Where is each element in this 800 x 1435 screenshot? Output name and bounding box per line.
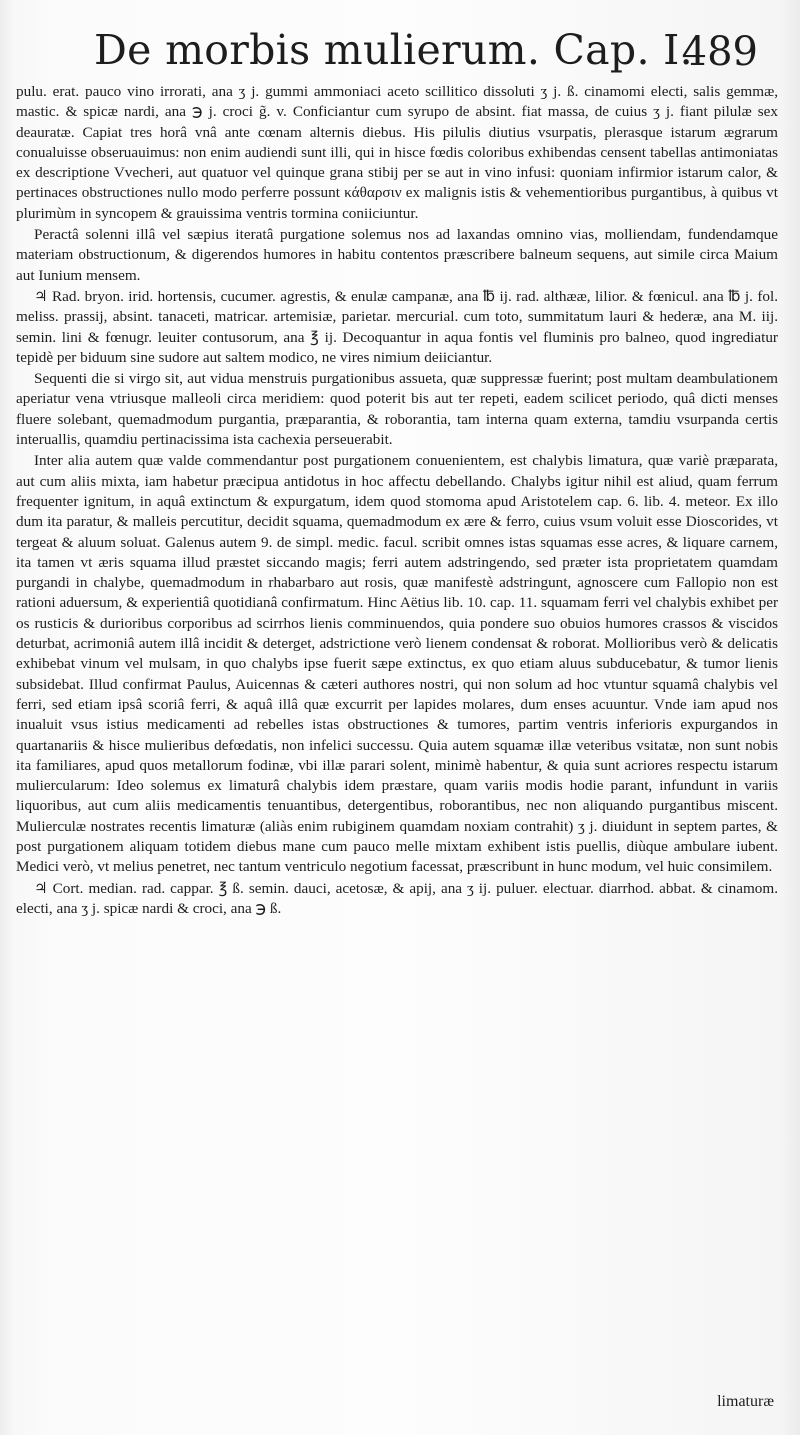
paragraph-bath-intro: Peractâ solenni illâ vel sæpius iteratâ purgatione solemus nos ad laxandas omnino vias, molliendam, fundendamque materiam obstructionum, & digerendos humores in habitu contentos præscribere balneum sequens, aut simile circa Maium aut Iunium mensem.: [16, 226, 778, 284]
paragraph-bloodletting: Sequenti die si virgo sit, aut vidua menstruis purgationibus assueta, quæ suppressæ fuerint; post multam deambulationem aperiatur vena vtriusque malleoli circa meridiem: quod poterit bis aut ter repeti, eadem scilicet periodo, quâ dicti menses fluere solebant, quemadmodum purgantia, præparantia, & roborantia, tam interna quam externa, tamdiu vsurpanda certis interuallis, quamdiu pertinacissima ista cachexia perseuerabit.: [16, 370, 778, 449]
paragraph-bath-recipe: ♃ Rad. bryon. irid. hortensis, cucumer. agrestis, & enulæ campanæ, ana ℔ ij. rad. althææ, lilior. & fœnicul. ana ℔ j. fol. meliss. prassij, absint. tanaceti, matricar. artemisiæ, parietar. mercurial. cum toto, summitatum lauri & hederæ, ana M. iij. semin. lini & fœnugr. leuiter contusorum, ana ℥ ij. Decoquantur in aqua fontis vel fluminis pro balneo, quod ingrediatur tepidè per biduum sine sudore aut saltem modico, ne vires nimium deiiciantur.: [16, 287, 778, 366]
running-title: De morbis mulierum. Cap. I.: [94, 26, 693, 74]
paragraph-chalybs: Inter alia autem quæ valde commendantur post purgationem conuenientem, est chalybis limatura, quæ variè præparata, aut cum aliis mixta, iam habetur præcipua antidotus in hoc affectu debellando. Chalybs igitur nihil est aliud, quam ferrum frequenter ignitum, in aquâ extinctum & expurgatum, idem quod stomoma apud Aristotelem cap. 6. lib. 4. meteor. Ex illo dum ita paratur, & malleis percutitur, decidit squama, quemadmodum ex ære & ferro, cuius vsum voluit esse Dioscorides, vt tergeat & aluum soluat. Galenus autem 9. de simpl. medic. facul. scribit omnes istas squamas esse acres, & liquare carnem, ita tamen vt æris squama illud præstet siccando magis; ferri autem adstringendo, sed præter ista proprietatem quamdam purgandi in chalybe, quemadmodum in rhabarbaro aut rosis, quæ manifestè adstringunt, agnoscere cum Fallopio non est rationi aduersum, & experientiâ quotidianâ confirmatum. Hinc Aëtius lib. 10. cap. 11. squamam ferri vel chalybis exhibet per os rusticis & durioribus corporibus ad scirrhos lienis comminuendos, quia pondere suo obuios humores crassos & viscidos deturbat, acrimoniâ autem illâ incidit & deterget, adstrictione verò lienem condensat & roborat. Mollioribus verò & delicatis exhibebat vinum vel mulsam, in quo chalybs ipse fuerit sæpe extinctus, ex quo etiam aluus subducebatur, & tumor lienis subsidebat. Illud confirmat Paulus, Auicennas & cæteri authores nostri, qui non solum ad hoc vtuntur squamâ chalybis vel ferri, sed etiam ipsâ scoriâ ferri, & aquâ illâ quæ excurrit per lapides molares, dum enses acuuntur. Vnde iam apud nos inualuit vsus istius medicamenti ad rebelles istas obstructiones & tumores, partim ventris inferioris expurgandos in quartanariis & hisce mulieribus defœdatis, non infelici successu. Quia autem squamæ illæ veteribus vsitatæ, non sunt nobis ita familiares, apud quos metallorum fodinæ, vbi illæ parari solent, minimè habentur, & quia sunt acriores respectu istarum muliercularum: Ideo solemus ex limaturâ chalybis idem præstare, quam variis modis hodie parant, infundunt in variis liquoribus, aut cum aliis medicamentis tenuantibus, detergentibus, roborantibus, nec non aliquando purgantibus miscent. Mulierculæ nostrates recentis limaturæ (aliàs enim rubiginem quamdam noxiam contrahit) ʒ j. diuidunt in septem partes, & post purgationem aliquam totidem diebus mane cum pauco melle mixtam exhibent istis puellis, diùque ambulare iubent. Medici verò, vt melius penetret, nec tantum ventriculo negotium facessat, præscribunt in hunc modum, vel huic consimilem.: [16, 452, 778, 876]
paragraph-pill-recipe: pulu. erat. pauco vino irrorati, ana ʒ j. gummi ammoniaci aceto scillitico dissoluti ʒ j. ß. cinamomi electi, salis gemmæ, mastic. & spicæ nardi, ana ℈ j. croci g̃. v. Conficiantur cum syrupo de absint. fiat massa, de cuius ʒ j. fiant pilulæ sex deauratæ. Capiat tres horâ vnâ ante cœnam alternis diebus. His pilulis diutius vsurpatis, plerasque istarum ægrarum conualuisse obseruauimus: non enim audiendi sunt illi, qui in hisce fœdis coloribus exhibendas censent tabellas antimoniatas ex descriptione Vvecheri, aut quatuor vel quinque grana stibij per se aut in vino infusi: quoniam infirmior istarum calor, & pertinaces obstructiones nullo modo perferre possunt κάθαρσιν ex malignis istis & vehementioribus purgantibus, à quibus vt plurimùm in syncopem & grauissima ventris tormina coniiciuntur.: [16, 83, 778, 222]
page-number: 489: [681, 29, 758, 75]
body-text: [16, 82, 778, 920]
paragraph-steel-recipe: ♃ Cort. median. rad. cappar. ℥ ß. semin. dauci, acetosæ, & apij, ana ʒ ij. puluer. electuar. diarrhod. abbat. & cinamom. electi, ana ʒ j. spicæ nardi & croci, ana ℈ ß.: [16, 879, 778, 917]
running-head: [90, 28, 780, 90]
catchword: limaturæ: [717, 1393, 774, 1410]
